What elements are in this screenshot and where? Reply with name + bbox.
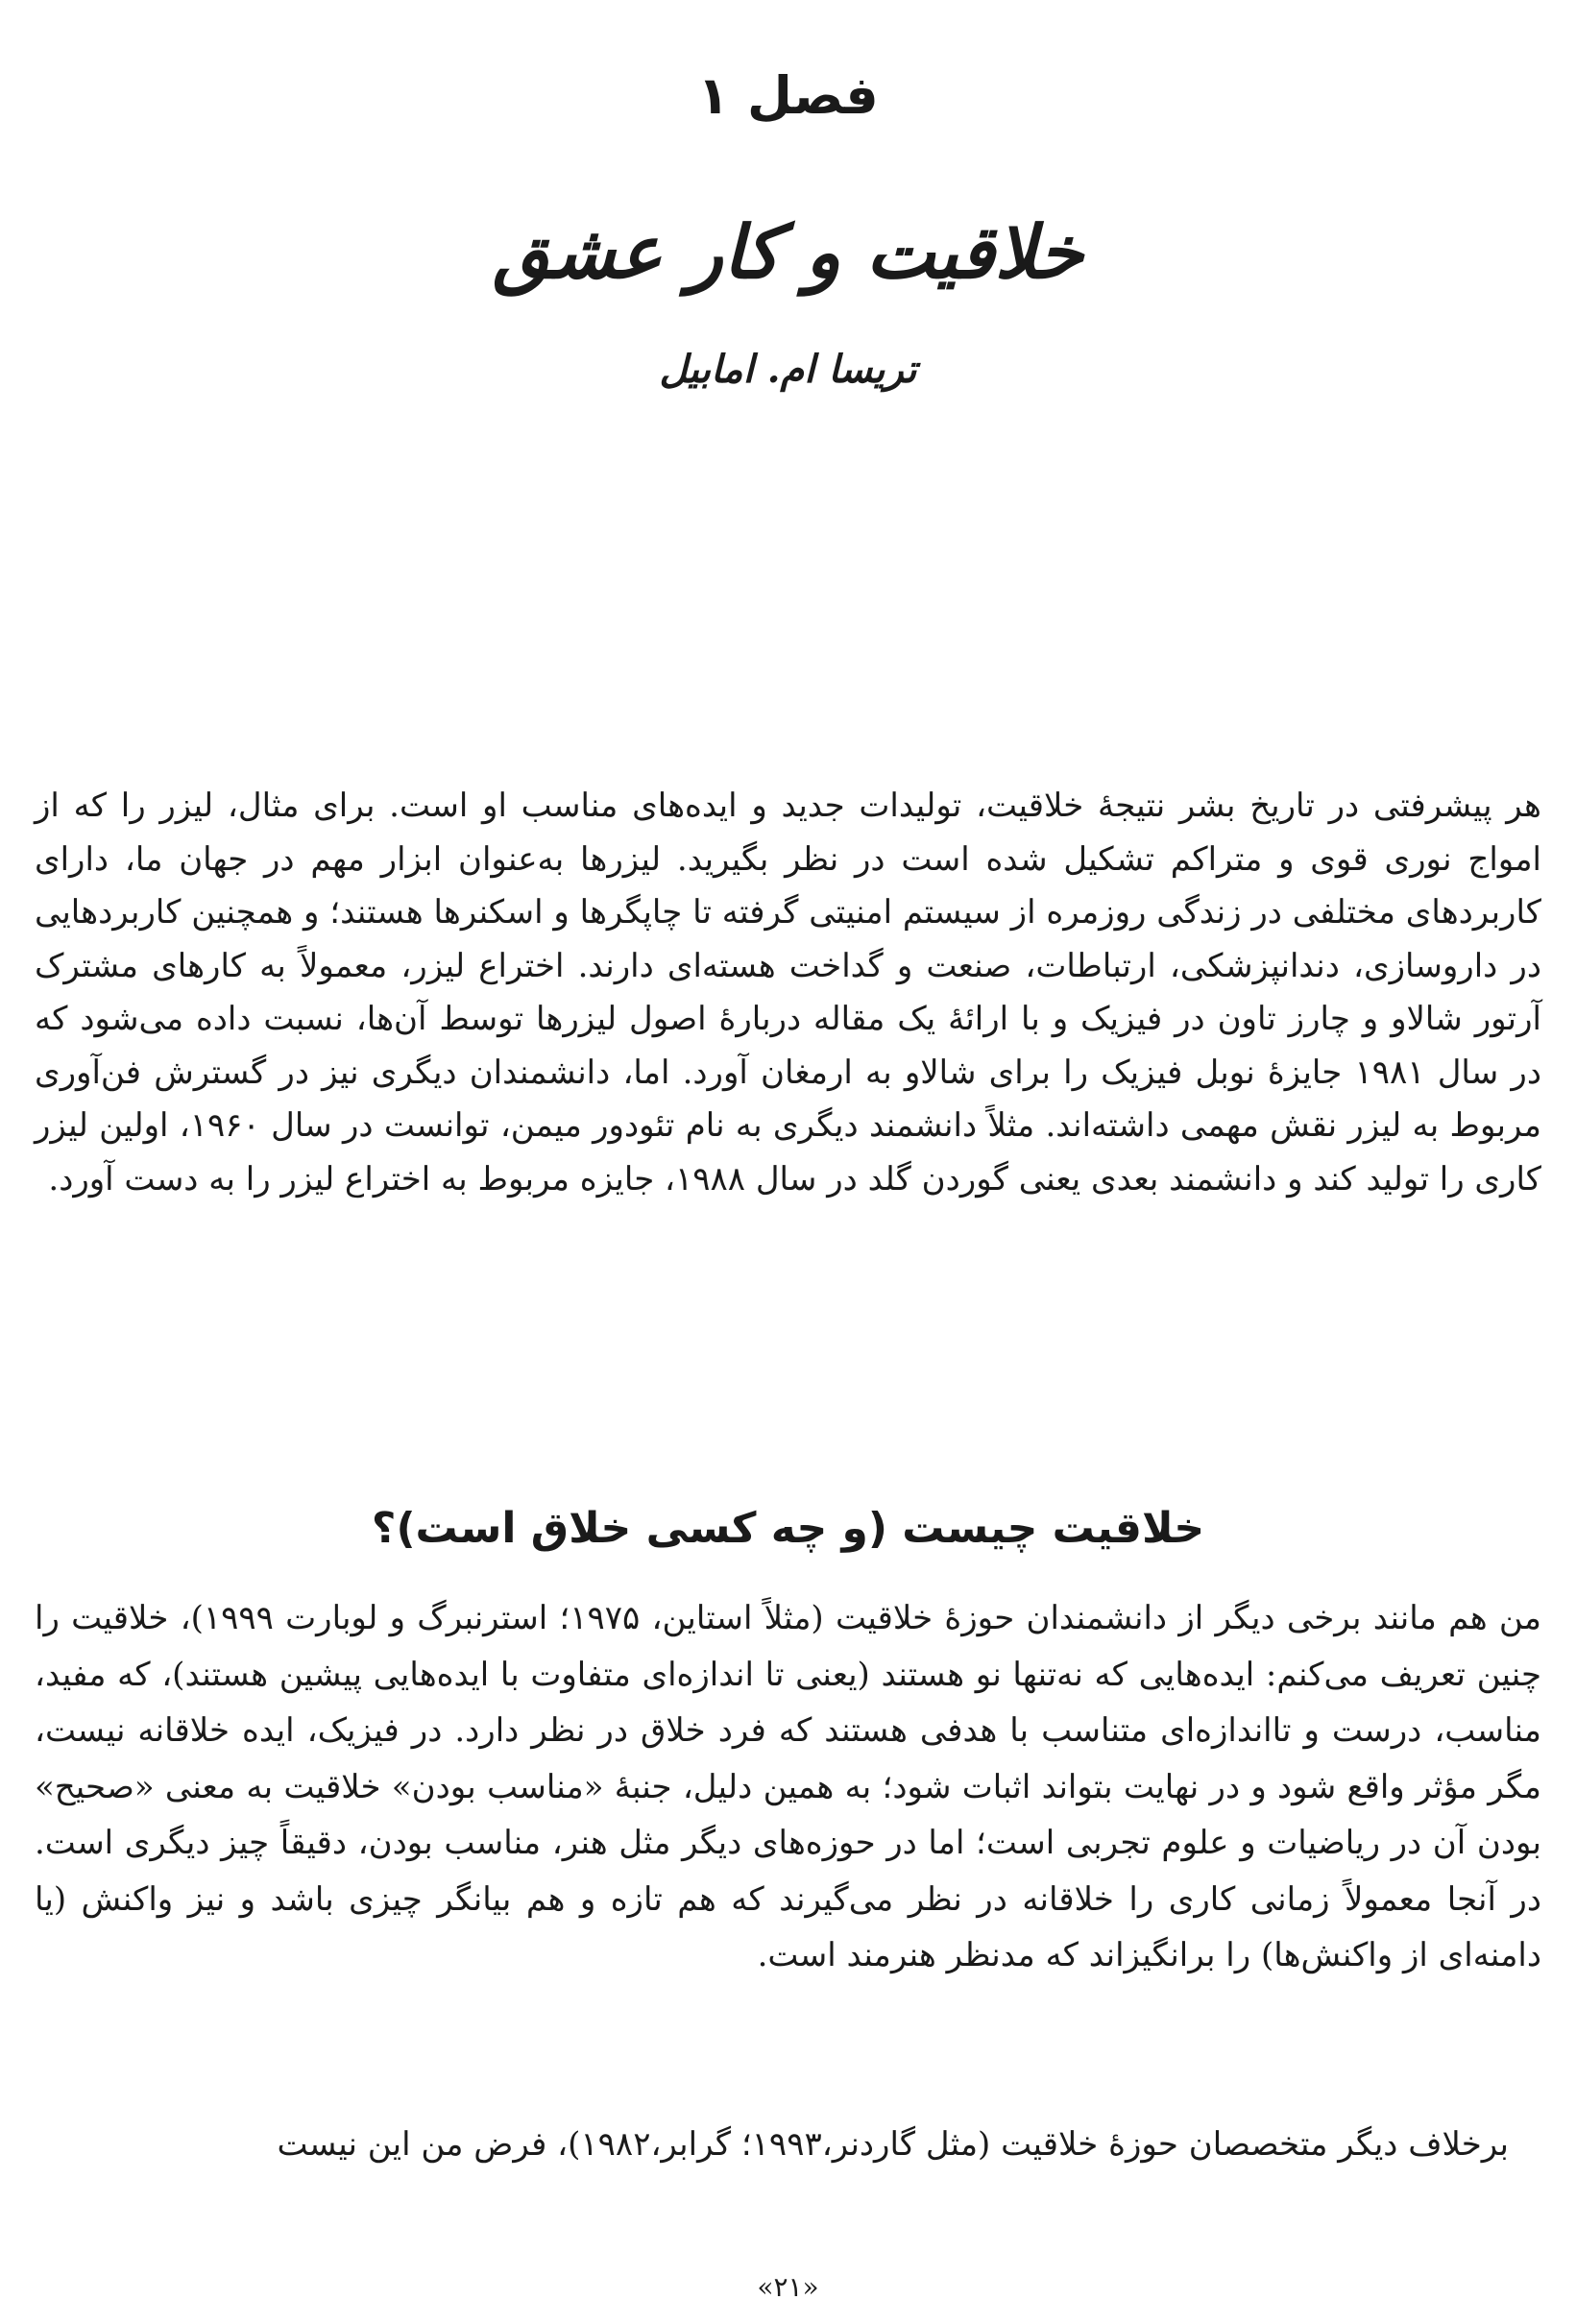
intro-paragraph: هر پیشرفتی در تاریخ بشر نتیجۀ خلاقیت، تولیدات جدید و ایده‌های مناسب او است. برای مثال، لیزر را که از امواج نوری قوی و متراکم تشکیل شده است در نظر بگیرید. لیزرها به‌عنوان ابزار مهم در جهان ما، دارای کاربردهای مختلفی در زندگی روزمره از سیستم امنیتی گرفته تا چاپگرها و اسکنرها هستند؛ و همچنین کاربردهایی در داروسازی، دندانپزشکی، ارتباطات، صنعت و گداخت هسته‌ای دارند. اختراع لیزر، معمولاً به کارهای مشترک آرتور شالاو و چارز تاون در فیزیک و با ارائۀ یک مقاله دربارۀ اصول لیزرها توسط آن‌ها، نسبت داده می‌شود که در سال ۱۹۸۱ جایزۀ نوبل فیزیک را برای شالاو به ارمغان آورد. اما، دانشمندان دیگری نیز در گسترش فن‌آوری مربوط به لیزر نقش مهمی داشته‌اند. مثلاً دانشمند دیگری به نام تئودور میمن، توانست در سال ۱۹۶۰، اولین لیزر کاری را تولید کند و دانشمند بعدی یعنی گوردن گلد در سال ۱۹۸۸، جایزه مربوط به اختراع لیزر را به دست آورد. — [35, 787, 1541, 1198]
section-paragraph: من هم مانند برخی دیگر از دانشمندان حوزۀ خلاقیت (مثلاً استاین، ۱۹۷۵؛ استرنبرگ و لوبارت ۱۹۹۹)، خلاقیت را چنین تعریف می‌کنم: ایده‌هایی که نه‌تنها نو هستند (یعنی تا اندازه‌ای متفاوت با ایده‌هایی پیشین هستند)، که مفید، مناسب، درست و تااندازه‌ای متناسب با هدفی هستند که فرد خلاق در نظر دارد. در فیزیک، ایده خلاقانه نیست، مگر مؤثر واقع شود و در نهایت بتواند اثبات شود؛ به همین دلیل، جنبۀ «مناسب بودن» خلاقیت به معنی «صحیح» بودن آن در ریاضیات و علوم تجربی است؛ اما در حوزه‌های دیگر مثل هنر، مناسب بودن، دقیقاً چیز دیگری است. در آنجا معمولاً زمانی کاری را خلاقانه در نظر می‌گیرند که هم تازه و هم بیانگر چیزی باشد و نیز واکنش (یا دامنه‌ای از واکنش‌ها) را برانگیزاند که مدنظر هنرمند است. — [35, 1599, 1542, 1974]
section-heading: خلاقیت چیست (و چه کسی خلاق است)؟ — [371, 1504, 1205, 1553]
chapter-label: فصل ۱ — [697, 65, 879, 126]
chapter-title: خلاقیت و کار عشق — [493, 209, 1083, 295]
last-paragraph: برخلاف دیگر متخصصان حوزۀ خلاقیت (مثل گاردنر،۱۹۹۳؛ گرابر،۱۹۸۲)، فرض من این نیست — [277, 2125, 1509, 2164]
page-number: «۲۱» — [757, 2271, 819, 2303]
author-name: تریسا ام. امابیل — [659, 347, 917, 392]
